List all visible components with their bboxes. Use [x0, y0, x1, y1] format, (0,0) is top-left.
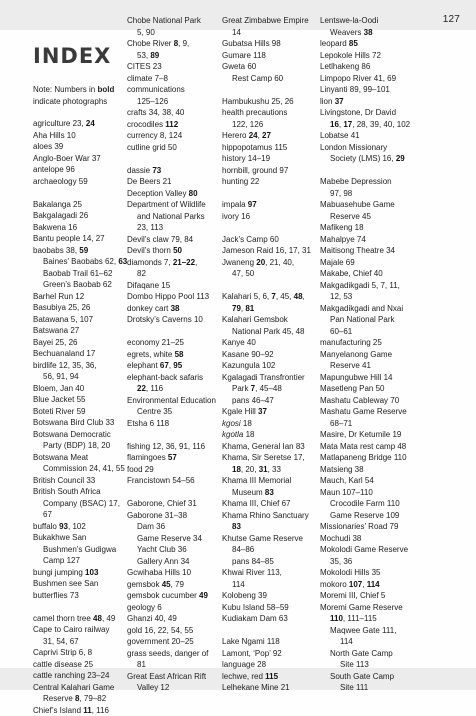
index-entry: hunting 22 — [222, 176, 311, 188]
index-entry: Kalahari 5, 6, 7, 45, 48, — [222, 291, 311, 303]
index-entry: Makabe, Chief 40 — [320, 268, 410, 280]
index-entry: Basubiya 25, 26 — [33, 302, 127, 314]
index-entry: Mokolodi Hills 35 — [320, 567, 410, 579]
index-entry: Gweta 60 — [222, 61, 311, 73]
index-entry: Anglo-Boer War 37 — [33, 153, 127, 165]
index-entry: Mabebe Depression — [320, 176, 410, 188]
index-entry: language 28 — [222, 659, 311, 671]
index-entry: Kanye 40 — [222, 337, 311, 349]
index-gap — [222, 84, 311, 96]
index-entry: Caprivi Strip 6, 8 — [33, 647, 127, 659]
index-entry: Jack’s Camp 60 — [222, 234, 311, 246]
index-subentry: 122, 126 — [222, 119, 311, 131]
index-entry: Maitisong Theatre 34 — [320, 245, 410, 257]
index-subentry: Commission 24, 41, 55 — [33, 463, 127, 475]
index-entry: Livingstone, Dr David — [320, 107, 410, 119]
index-entry: cattle ranching 23–24 — [33, 670, 127, 682]
index-entry: Devil’s thorn 50 — [127, 245, 216, 257]
index-subentry: South Gate Camp — [320, 671, 410, 683]
index-entry: Jwaneng 20, 21, 40, — [222, 257, 311, 269]
index-title: INDEX — [33, 44, 111, 68]
index-entry: gemsbok 45, 79 — [127, 579, 216, 591]
index-entry: Mahalpye 74 — [320, 234, 410, 246]
index-entry: Kazungula 102 — [222, 360, 311, 372]
index-subentry: National Park 45, 48 — [222, 326, 311, 338]
index-subentry: Weavers 38 — [320, 27, 410, 39]
index-entry: kgotla 18 — [222, 429, 311, 441]
index-entry: agriculture 23, 24 — [33, 118, 127, 130]
index-subentry: 67 — [33, 509, 127, 521]
index-subentry: and National Parks — [127, 211, 216, 223]
index-subentry: 110, 111–115 — [320, 613, 410, 625]
page-number: 127 — [443, 14, 460, 25]
index-subentry: 82 — [127, 268, 216, 280]
index-entry: Chief’s Island 11, 116 — [33, 705, 127, 716]
index-gap — [320, 165, 410, 177]
index-subentry: pans 46–47 — [222, 395, 311, 407]
index-entry: Great Zimbabwe Empire — [222, 15, 311, 27]
index-entry: Gcwihaba Hills 10 — [127, 567, 216, 579]
index-subentry: 53, 89 — [127, 50, 216, 62]
index-subentry: 12, 53 — [320, 291, 410, 303]
index-entry: Blue Jacket 55 — [33, 394, 127, 406]
index-subentry: Yacht Club 36 — [127, 544, 216, 556]
index-entry: Herero 24, 27 — [222, 130, 311, 142]
index-entry: Mauch, Karl 54 — [320, 475, 410, 487]
index-entry: diamonds 7, 21–22, — [127, 257, 216, 269]
index-entry: dassie 73 — [127, 165, 216, 177]
index-entry: gold 16, 22, 54, 55 — [127, 625, 216, 637]
index-subentry: Game Reserve 34 — [127, 533, 216, 545]
index-subentry: 16, 17, 28, 39, 40, 102 — [320, 119, 410, 131]
index-entry: climate 7–8 — [127, 73, 216, 85]
index-column-1 — [33, 118, 127, 716]
index-entry: cutline grid 50 — [127, 142, 216, 154]
index-entry: health precautions — [222, 107, 311, 119]
index-entry: Khama, Sir Seretse 17, — [222, 452, 311, 464]
index-subentry: 47, 50 — [222, 268, 311, 280]
index-entry: history 14–19 — [222, 153, 311, 165]
index-entry: Barhel Run 12 — [33, 291, 127, 303]
index-entry: Makgadikgadi and Nxai — [320, 303, 410, 315]
index-entry: geology 6 — [127, 602, 216, 614]
index-subentry: Gallery Ann 34 — [127, 556, 216, 568]
index-subentry: Game Reserve 109 — [320, 510, 410, 522]
index-subentry: 22, 116 — [127, 383, 216, 395]
index-entry: camel thorn tree 48, 49 — [33, 613, 127, 625]
index-entry: Kgalagadi Transfrontier — [222, 372, 311, 384]
index-entry: Dombo Hippo Pool 113 — [127, 291, 216, 303]
index-subentry: North Gate Camp — [320, 648, 410, 660]
index-entry: Mashatu Cableway 70 — [320, 395, 410, 407]
index-entry: Kolobeng 39 — [222, 590, 311, 602]
index-entry: Moremi Game Reserve — [320, 602, 410, 614]
index-entry: Lobatse 41 — [320, 130, 410, 142]
index-entry: Bloem, Jan 40 — [33, 383, 127, 395]
index-entry: Matsieng 38 — [320, 464, 410, 476]
index-entry: archaeology 59 — [33, 176, 127, 188]
index-entry: Kgale Hill 37 — [222, 406, 311, 418]
index-entry: Matlapaneng Bridge 110 — [320, 452, 410, 464]
index-entry: Majale 69 — [320, 257, 410, 269]
index-entry: Kasane 90–92 — [222, 349, 311, 361]
index-entry: Batswana 27 — [33, 325, 127, 337]
index-subentry: Camp 127 — [33, 555, 127, 567]
index-entry: Francistown 54–56 — [127, 475, 216, 487]
index-gap — [127, 429, 216, 441]
index-entry: Mafikeng 18 — [320, 222, 410, 234]
index-entry: De Beers 21 — [127, 176, 216, 188]
index-entry: Batawana 5, 107 — [33, 314, 127, 326]
index-entry: CITES 23 — [127, 61, 216, 73]
index-subentry: Site 111 — [320, 682, 410, 694]
index-entry: hippopotamus 115 — [222, 142, 311, 154]
index-entry: mokoro 107, 114 — [320, 579, 410, 591]
index-entry: Boteti River 59 — [33, 406, 127, 418]
index-entry: hornbill, ground 97 — [222, 165, 311, 177]
index-entry: Central Kalahari Game — [33, 682, 127, 694]
index-subentry: 31, 54, 67 — [33, 636, 127, 648]
index-entry: Lentswe-la-Oodi — [320, 15, 410, 27]
index-subentry: Reserve 45 — [320, 211, 410, 223]
index-entry: Devil’s claw 79, 84 — [127, 234, 216, 246]
index-entry: Bukakhwe San — [33, 532, 127, 544]
index-subentry: 84–86 — [222, 544, 311, 556]
index-entry: economy 21–25 — [127, 337, 216, 349]
index-entry: British South Africa — [33, 486, 127, 498]
index-entry: Gubatsa Hills 98 — [222, 38, 311, 50]
index-entry: Limpopo River 41, 69 — [320, 73, 410, 85]
index-entry: aloes 39 — [33, 141, 127, 153]
index-subentry: Maqwee Gate 111, — [320, 625, 410, 637]
index-entry: Makgadikgadi 5, 7, 11, — [320, 280, 410, 292]
index-column-2 — [127, 15, 216, 694]
index-entry: antelope 96 — [33, 164, 127, 176]
index-entry: birdlife 12, 35, 36, — [33, 360, 127, 372]
index-gap — [127, 326, 216, 338]
index-entry: Chobe National Park — [127, 15, 216, 27]
index-entry: crafts 34, 38, 40 — [127, 107, 216, 119]
index-subentry: Dam 36 — [127, 521, 216, 533]
index-entry: leopard 85 — [320, 38, 410, 50]
index-entry: London Missionary — [320, 142, 410, 154]
index-subentry: 23, 113 — [127, 222, 216, 234]
index-entry: crocodiles 112 — [127, 119, 216, 131]
photo-note: Note: Numbers in bold indicate photographs — [33, 84, 123, 107]
index-subentry: Centre 35 — [127, 406, 216, 418]
index-subentry: Reserve 41 — [320, 360, 410, 372]
index-entry: Lepokole Hills 72 — [320, 50, 410, 62]
index-entry: British Council 33 — [33, 475, 127, 487]
index-entry: Lamont, ‘Pop’ 92 — [222, 648, 311, 660]
index-entry: Mochudi 38 — [320, 533, 410, 545]
index-entry: Mata Mata rest camp 48 — [320, 441, 410, 453]
index-entry: Bushmen see San — [33, 578, 127, 590]
index-subentry: Bushmen’s Gudigwa — [33, 544, 127, 556]
index-subentry: Green’s Baobab 62 — [33, 279, 127, 291]
index-entry: Bantu people 14, 27 — [33, 233, 127, 245]
index-subentry: 56, 91, 94 — [33, 371, 127, 383]
index-entry: Mabuasehube Game — [320, 199, 410, 211]
index-entry: Khama III Memorial — [222, 475, 311, 487]
index-subentry: Crocodile Farm 110 — [320, 498, 410, 510]
index-entry: Drotsky’s Caverns 10 — [127, 314, 216, 326]
index-subentry: Company (BSAC) 17, — [33, 498, 127, 510]
index-entry: Jameson Raid 16, 17, 31 — [222, 245, 311, 257]
index-entry: grass seeds, danger of — [127, 648, 216, 660]
index-entry: food 29 — [127, 464, 216, 476]
index-entry: government 20–25 — [127, 636, 216, 648]
index-entry: Deception Valley 80 — [127, 188, 216, 200]
index-entry: Khama Rhino Sanctuary — [222, 510, 311, 522]
index-entry: Bakwena 16 — [33, 222, 127, 234]
index-entry: Kubu Island 58–59 — [222, 602, 311, 614]
index-entry: Chobe River 8, 9, — [127, 38, 216, 50]
index-subentry: Park 7, 45–48 — [222, 383, 311, 395]
index-gap — [33, 601, 127, 613]
index-entry: Khama III, Chief 67 — [222, 498, 311, 510]
index-subentry: Valley 12 — [127, 682, 216, 694]
index-gap — [127, 153, 216, 165]
index-entry: Botswana Bird Club 33 — [33, 417, 127, 429]
index-entry: lion 37 — [320, 96, 410, 108]
index-entry: Gumare 118 — [222, 50, 311, 62]
index-entry: elephant 67, 95 — [127, 360, 216, 372]
index-subentry: 68–71 — [320, 418, 410, 430]
index-entry: Bayei 25, 26 — [33, 337, 127, 349]
index-gap — [222, 625, 311, 637]
index-subentry: 5, 90 — [127, 27, 216, 39]
index-subentry: Society (LMS) 16, 29 — [320, 153, 410, 165]
index-entry: kgosi 18 — [222, 418, 311, 430]
index-subentry: 114 — [320, 636, 410, 648]
index-column-4 — [320, 15, 410, 694]
index-entry: bungi jumping 103 — [33, 567, 127, 579]
index-gap — [222, 222, 311, 234]
index-entry: Maun 107–110 — [320, 487, 410, 499]
index-entry: Khutse Game Reserve — [222, 533, 311, 545]
index-subentry: 60–61 — [320, 326, 410, 338]
index-subentry: Party (BDP) 18, 20 — [33, 440, 127, 452]
index-entry: Difaqane 15 — [127, 280, 216, 292]
index-entry: Masetleng Pan 50 — [320, 383, 410, 395]
index-subentry: Baobab Trail 61–62 — [33, 268, 127, 280]
index-subentry: 79, 81 — [222, 303, 311, 315]
index-entry: Mashatu Game Reserve — [320, 406, 410, 418]
index-entry: Linyanti 89, 99–101 — [320, 84, 410, 96]
index-entry: Department of Wildlife — [127, 199, 216, 211]
index-entry: cattle disease 25 — [33, 659, 127, 671]
index-entry: Khama, General Ian 83 — [222, 441, 311, 453]
index-entry: Khwai River 113, — [222, 567, 311, 579]
index-entry: Great East African Rift — [127, 671, 216, 683]
index-entry: communications — [127, 84, 216, 96]
index-entry: Environmental Education — [127, 395, 216, 407]
index-entry: Mapungubwe Hill 14 — [320, 372, 410, 384]
index-subentry: 83 — [222, 521, 311, 533]
index-subentry: Museum 83 — [222, 487, 311, 499]
index-entry: Bakgalagadi 26 — [33, 210, 127, 222]
index-entry: Gaborone, Chief 31 — [127, 498, 216, 510]
index-gap — [127, 487, 216, 499]
index-subentry: 125–126 — [127, 96, 216, 108]
index-entry: impala 97 — [222, 199, 311, 211]
index-entry: Moremi III, Chief 5 — [320, 590, 410, 602]
index-entry: Masire, Dr Ketumile 19 — [320, 429, 410, 441]
index-subentry: Rest Camp 60 — [222, 73, 311, 85]
index-entry: currency 8, 124 — [127, 130, 216, 142]
index-entry: Missionaries’ Road 79 — [320, 521, 410, 533]
index-entry: Manyelanong Game — [320, 349, 410, 361]
index-gap — [222, 188, 311, 200]
index-subentry: 97, 98 — [320, 188, 410, 200]
index-entry: fishing 12, 36, 91, 116 — [127, 441, 216, 453]
index-column-3 — [222, 15, 311, 694]
index-entry: Botswana Meat — [33, 452, 127, 464]
index-gap — [33, 187, 127, 199]
index-subentry: 81 — [127, 659, 216, 671]
index-entry: Etsha 6 118 — [127, 418, 216, 430]
index-entry: Kalahari Gemsbok — [222, 314, 311, 326]
index-subentry: 114 — [222, 579, 311, 591]
index-entry: elephant-back safaris — [127, 372, 216, 384]
index-subentry: Baines’ Baobabs 62, 63 — [33, 256, 127, 268]
index-entry: egrets, white 58 — [127, 349, 216, 361]
index-entry: Mokolodi Game Reserve — [320, 544, 410, 556]
index-entry: gemsbok cucumber 49 — [127, 590, 216, 602]
index-entry: donkey cart 38 — [127, 303, 216, 315]
index-entry: ivory 16 — [222, 211, 311, 223]
index-entry: Ghanzi 40, 49 — [127, 613, 216, 625]
index-entry: Lake Ngami 118 — [222, 636, 311, 648]
index-entry: flamingoes 57 — [127, 452, 216, 464]
index-subentry: pans 84–85 — [222, 556, 311, 568]
index-subentry: Reserve 8, 79–82 — [33, 693, 127, 705]
index-entry: Letlhakeng 86 — [320, 61, 410, 73]
index-entry: Bakalanga 25 — [33, 199, 127, 211]
index-entry: buffalo 93, 102 — [33, 521, 127, 533]
index-subentry: Pan National Park — [320, 314, 410, 326]
index-entry: manufacturing 25 — [320, 337, 410, 349]
index-entry: Cape to Cairo railway — [33, 624, 127, 636]
index-subentry: 35, 36 — [320, 556, 410, 568]
index-entry: butterflies 73 — [33, 590, 127, 602]
index-subentry: Site 113 — [320, 659, 410, 671]
index-entry: Lelhekane Mine 21 — [222, 682, 311, 694]
index-entry: Hambukushu 25, 26 — [222, 96, 311, 108]
index-entry: Botswana Democratic — [33, 429, 127, 441]
index-entry: Gaborone 31–38 — [127, 510, 216, 522]
index-subentry: 18, 20, 31, 33 — [222, 464, 311, 476]
index-entry: Aha Hills 10 — [33, 130, 127, 142]
index-entry: baobabs 38, 59 — [33, 245, 127, 257]
index-subentry: 14 — [222, 27, 311, 39]
index-entry: Kudiakam Dam 63 — [222, 613, 311, 625]
index-entry: lechwe, red 115 — [222, 671, 311, 683]
index-entry: Bechuanaland 17 — [33, 348, 127, 360]
index-gap — [222, 280, 311, 292]
